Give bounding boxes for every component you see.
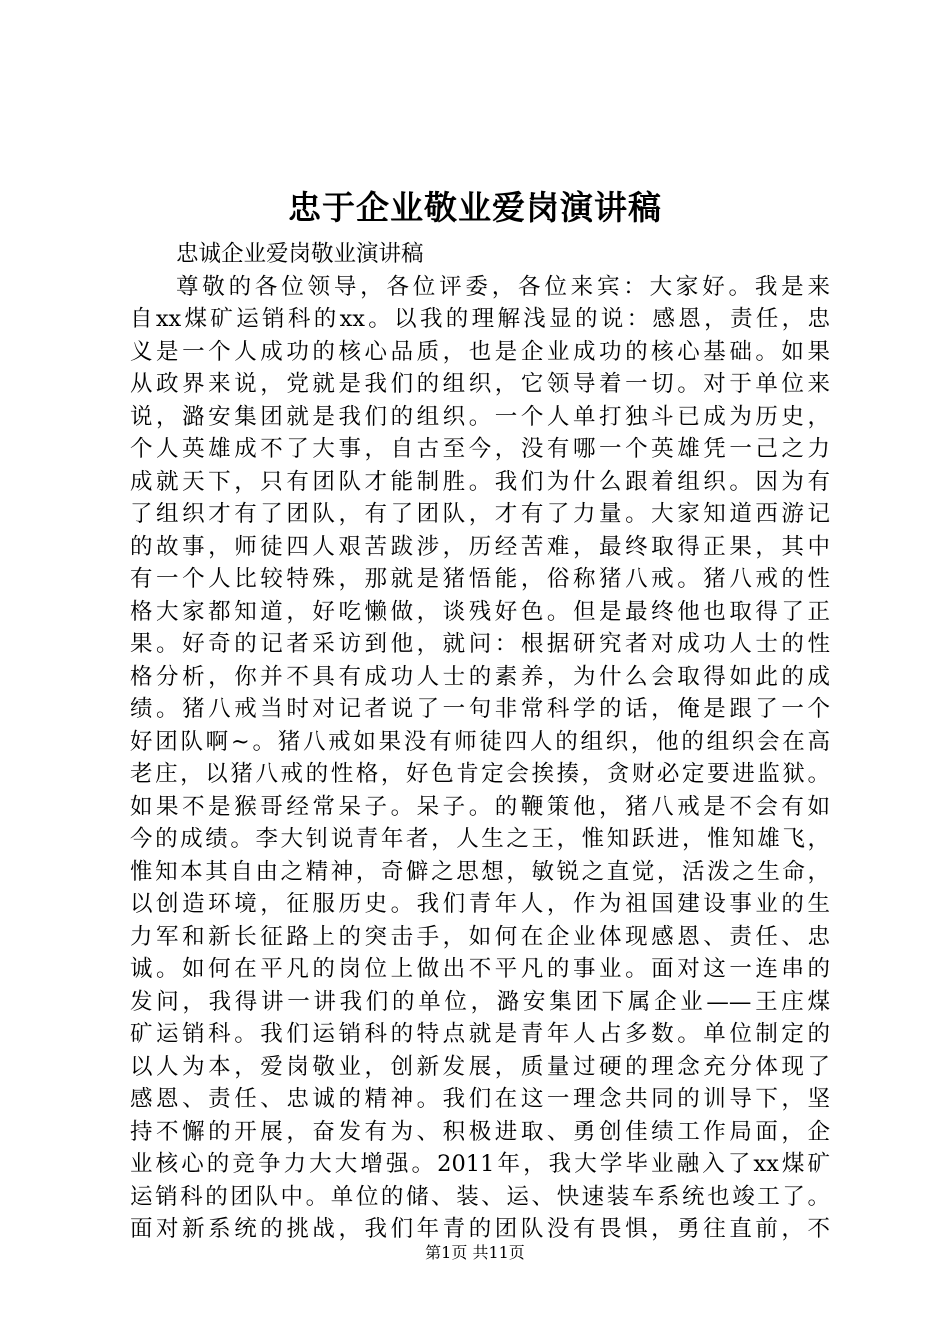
body-line: 发问，我得讲一讲我们的单位，潞安集团下属企业——王庄煤 — [130, 988, 830, 1015]
document-title: 忠于企业敬业爱岗演讲稿 — [288, 188, 662, 227]
body-line: 好团队啊~。猪八戒如果没有师徒四人的组织，他的组织会在高 — [130, 728, 830, 755]
body-line: 自xx煤矿运销科的xx。以我的理解浅显的说：感恩，责任，忠 — [130, 306, 830, 332]
body-line: 个人英雄成不了大事，自古至今，没有哪一个英雄凭一己之力 — [130, 436, 830, 462]
body-line: 格大家都知道，好吃懒做，谈残好色。但是最终他也取得了正 — [130, 598, 830, 625]
body-line: 今的成绩。李大钊说青年者，人生之王，惟知跃进，惟知雄飞， — [130, 826, 830, 852]
body-line: 面对新系统的挑战，我们年青的团队没有畏惧，勇往直前，不 — [130, 1216, 830, 1242]
body-line: 老庄，以猪八戒的性格，好色肯定会挨揍，贪财必定要进监狱。 — [130, 761, 830, 787]
body-line: 绩。猪八戒当时对记者说了一句非常科学的话，俺是跟了一个 — [130, 696, 830, 722]
document-body — [130, 238, 830, 1246]
body-line: 成就天下，只有团队才能制胜。我们为什么跟着组织。因为有 — [130, 468, 830, 495]
body-line: 运销科的团队中。单位的储、装、运、快速装车系统也竣工了。 — [130, 1183, 830, 1210]
body-line: 从政界来说，党就是我们的组织，它领导着一切。对于单位来 — [130, 371, 830, 397]
body-line: 说，潞安集团就是我们的组织。一个人单打独斗已成为历史， — [130, 403, 830, 430]
body-line: 持不懈的开展，奋发有为、积极进取、勇创佳绩工作局面，企 — [130, 1118, 830, 1145]
body-line: 有一个人比较特殊，那就是猪悟能，俗称猪八戒。猪八戒的性 — [130, 566, 830, 592]
body-line: 的故事，师徒四人艰苦跋涉，历经苦难，最终取得正果，其中 — [130, 533, 830, 560]
body-line: 力军和新长征路上的突击手，如何在企业体现感恩、责任、忠 — [130, 923, 830, 950]
document-subtitle: 忠诚企业爱岗敬业演讲稿 — [176, 241, 424, 267]
body-line: 惟知本其自由之精神，奇僻之思想，敏锐之直觉，活泼之生命， — [130, 858, 830, 885]
body-line: 感恩、责任、忠诚的精神。我们在这一理念共同的训导下，坚 — [130, 1086, 830, 1112]
body-line: 格分析，你并不具有成功人士的素养，为什么会取得如此的成 — [130, 663, 830, 690]
body-line: 果。好奇的记者采访到他，就问：根据研究者对成功人士的性 — [130, 631, 830, 657]
body-line: 以创造环境，征服历史。我们青年人，作为祖国建设事业的生 — [130, 891, 830, 917]
page-footer: 第1页 共11页 — [425, 1243, 525, 1262]
body-line: 诚。如何在平凡的岗位上做出不平凡的事业。面对这一连串的 — [130, 956, 830, 982]
body-line: 尊敬的各位领导，各位评委，各位来宾：大家好。我是来 — [176, 273, 830, 300]
body-line: 以人为本，爱岗敬业，创新发展，质量过硬的理念充分体现了 — [130, 1053, 830, 1080]
body-line: 如果不是猴哥经常呆子。呆子。的鞭策他，猪八戒是不会有如 — [130, 793, 830, 820]
body-line: 了组织才有了团队，有了团队，才有了力量。大家知道西游记 — [130, 501, 830, 527]
body-line: 业核心的竞争力大大增强。2011年，我大学毕业融入了xx煤矿 — [130, 1151, 830, 1177]
body-line: 义是一个人成功的核心品质，也是企业成功的核心基础。如果 — [130, 338, 830, 365]
body-line: 矿运销科。我们运销科的特点就是青年人占多数。单位制定的 — [130, 1021, 830, 1047]
